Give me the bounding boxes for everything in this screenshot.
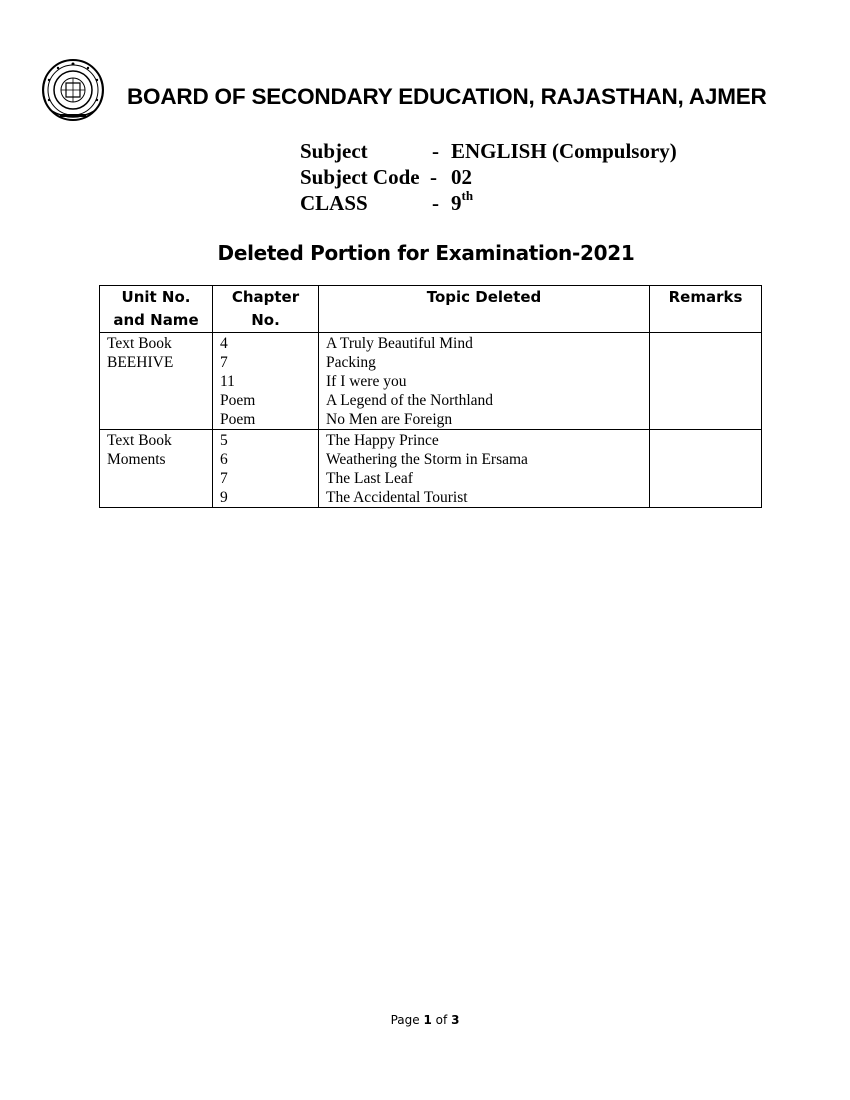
chapter-cell-line: 11 xyxy=(220,373,235,390)
page-word: Page xyxy=(390,1013,420,1027)
subject-code-label: Subject Code xyxy=(300,165,420,189)
topic-cell xyxy=(319,430,650,508)
chapter-cell xyxy=(213,430,319,508)
chapter-cell-line: Poem xyxy=(220,411,256,428)
topic-cell-line: The Accidental Tourist xyxy=(326,489,468,506)
current-page: 1 xyxy=(423,1013,432,1027)
chapter-cell-line: 4 xyxy=(220,335,228,352)
chapter-cell-line: 5 xyxy=(220,432,228,449)
chapter-cell xyxy=(213,333,319,430)
page-footer xyxy=(0,1013,850,1027)
topic-cell-line: A Truly Beautiful Mind xyxy=(326,335,473,352)
class-value xyxy=(451,188,474,216)
remarks-cell xyxy=(650,430,762,508)
separator: - xyxy=(432,191,439,215)
topic-cell-line: The Last Leaf xyxy=(326,470,413,487)
topic-cell-line: Packing xyxy=(326,354,376,371)
chapter-cell-line: 7 xyxy=(220,470,228,487)
topic-cell-line: If I were you xyxy=(326,373,407,390)
header-topic: Topic Deleted xyxy=(319,286,650,333)
topic-cell-line: No Men are Foreign xyxy=(326,411,453,428)
topic-cell-line: The Happy Prince xyxy=(326,432,439,449)
class-number: 9 xyxy=(451,191,462,215)
header-unit-line2: and Name xyxy=(113,311,199,329)
unit-name-cell-line: Moments xyxy=(107,451,166,468)
document-title xyxy=(0,241,850,265)
of-word: of xyxy=(435,1013,448,1027)
header-unit xyxy=(100,286,213,333)
subject-value: ENGLISH (Compulsory) xyxy=(451,139,677,163)
unit-name-cell-line: BEEHIVE xyxy=(107,354,174,371)
header-chapter-line2: No. xyxy=(251,311,280,329)
chapter-cell-line: Poem xyxy=(220,392,256,409)
document-title-text: Deleted Portion for Examination-2021 xyxy=(217,241,635,265)
chapter-cell-line: 9 xyxy=(220,489,228,506)
chapter-cell-line: 7 xyxy=(220,354,228,371)
class-suffix: th xyxy=(461,188,474,203)
separator: - xyxy=(432,139,439,163)
topic-cell-line: A Legend of the Northland xyxy=(326,392,494,409)
separator: - xyxy=(430,165,437,189)
board-title: BOARD OF SECONDARY EDUCATION, RAJASTHAN, AJMER xyxy=(127,84,767,109)
table-row xyxy=(100,333,762,430)
topic-cell xyxy=(319,333,650,430)
deleted-portion-table xyxy=(99,285,762,508)
chapter-cell-line: 6 xyxy=(220,451,228,468)
table-row xyxy=(100,430,762,508)
remarks-cell xyxy=(650,333,762,430)
table-header-row xyxy=(100,286,762,333)
subject-code-value: 02 xyxy=(451,165,472,189)
header-chapter-line1: Chapter xyxy=(231,288,300,306)
board-seal-icon xyxy=(38,58,108,124)
total-pages: 3 xyxy=(451,1013,460,1027)
header-unit-line1: Unit No. xyxy=(121,288,191,306)
header-remarks: Remarks xyxy=(650,286,762,333)
unit-name-cell xyxy=(100,333,213,430)
class-label: CLASS xyxy=(300,191,368,215)
unit-name-cell xyxy=(100,430,213,508)
topic-cell-line: Weathering the Storm in Ersama xyxy=(326,451,528,468)
header-chapter xyxy=(213,286,319,333)
subject-label: Subject xyxy=(300,139,368,163)
unit-name-cell-line: Text Book xyxy=(107,335,172,352)
unit-name-cell-line: Text Book xyxy=(107,432,172,449)
